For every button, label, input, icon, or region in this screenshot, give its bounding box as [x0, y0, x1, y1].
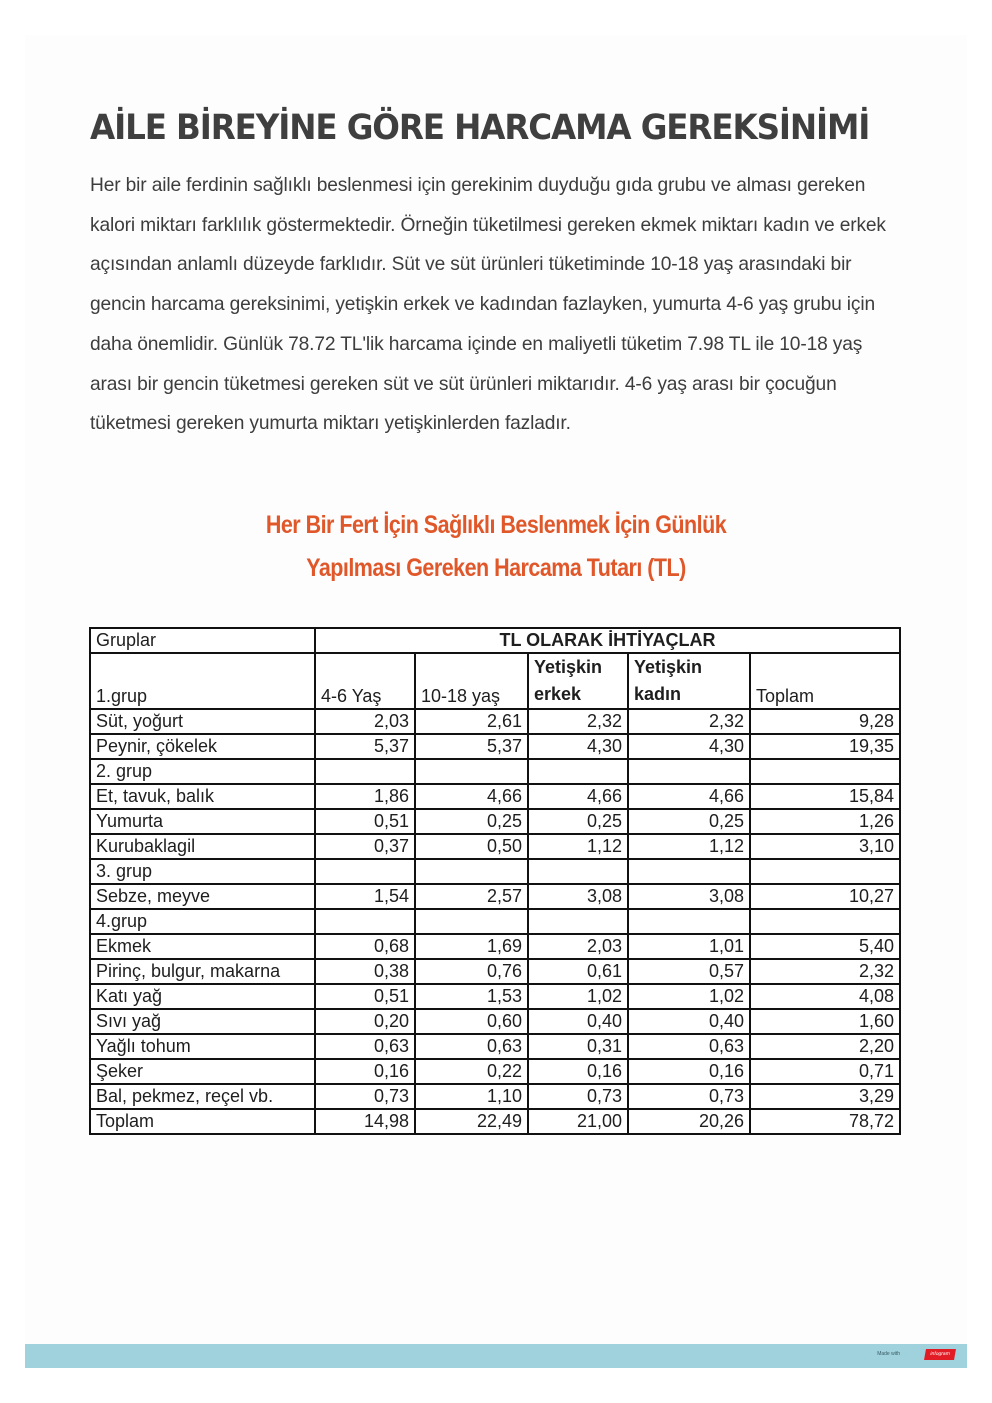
- table-row: [90, 759, 900, 784]
- column-header: 4-6 Yaş: [315, 653, 415, 709]
- cell-value: 5,40: [750, 934, 900, 959]
- column-header: 10-18 yaş: [415, 653, 528, 709]
- cell-value: 15,84: [750, 784, 900, 809]
- cell-value: 0,16: [315, 1059, 415, 1084]
- cell-value: 2,20: [750, 1034, 900, 1059]
- cell-value: [528, 759, 628, 784]
- cell-value: 0,50: [415, 834, 528, 859]
- cell-value: 0,68: [315, 934, 415, 959]
- column-header-text: Yetişkin erkek: [534, 657, 603, 704]
- table-row: [90, 734, 900, 759]
- cell-value: 0,38: [315, 959, 415, 984]
- cell-value: 1,53: [415, 984, 528, 1009]
- cell-value: 1,02: [628, 984, 750, 1009]
- header-needs: TL OLARAK İHTİYAÇLAR: [315, 628, 900, 653]
- cell-value: 1,60: [750, 1009, 900, 1034]
- table-row: [90, 884, 900, 909]
- table-row: [90, 709, 900, 734]
- cell-value: 1,26: [750, 809, 900, 834]
- column-header: [528, 653, 628, 709]
- cell-value: 4,66: [415, 784, 528, 809]
- cell-value: 0,63: [628, 1034, 750, 1059]
- cell-value: [628, 759, 750, 784]
- cell-value: 1,01: [628, 934, 750, 959]
- cell-value: 4,30: [528, 734, 628, 759]
- cell-value: 2,32: [750, 959, 900, 984]
- row-label: 3. grup: [90, 859, 315, 884]
- cell-value: 0,25: [528, 809, 628, 834]
- row-label: 2. grup: [90, 759, 315, 784]
- cell-value: [750, 859, 900, 884]
- cell-value: 2,03: [315, 709, 415, 734]
- table-row: [90, 784, 900, 809]
- cell-value: 0,25: [628, 809, 750, 834]
- cell-value: 0,73: [315, 1084, 415, 1109]
- table-row: [90, 1084, 900, 1109]
- cell-value: 1,12: [628, 834, 750, 859]
- cell-value: 1,02: [528, 984, 628, 1009]
- column-header: [628, 653, 750, 709]
- cell-value: 2,57: [415, 884, 528, 909]
- row-label: Süt, yoğurt: [90, 709, 315, 734]
- cell-value: 21,00: [528, 1109, 628, 1134]
- cell-value: [415, 859, 528, 884]
- row-label: Katı yağ: [90, 984, 315, 1009]
- cell-value: [750, 909, 900, 934]
- cell-value: 14,98: [315, 1109, 415, 1134]
- cell-value: 0,73: [628, 1084, 750, 1109]
- cell-value: 0,63: [415, 1034, 528, 1059]
- cell-value: 5,37: [315, 734, 415, 759]
- cell-value: 5,37: [415, 734, 528, 759]
- footer-bar: [25, 1344, 967, 1368]
- table-row: [90, 1109, 900, 1134]
- cell-value: [415, 909, 528, 934]
- cell-value: 0,40: [528, 1009, 628, 1034]
- cell-value: [315, 859, 415, 884]
- cell-value: 1,86: [315, 784, 415, 809]
- cell-value: [628, 909, 750, 934]
- cell-value: 0,51: [315, 809, 415, 834]
- cell-value: 4,30: [628, 734, 750, 759]
- cell-value: 0,16: [628, 1059, 750, 1084]
- row-label: Bal, pekmez, reçel vb.: [90, 1084, 315, 1109]
- row-label: Sıvı yağ: [90, 1009, 315, 1034]
- cell-value: 0,20: [315, 1009, 415, 1034]
- cell-value: [315, 909, 415, 934]
- cell-value: 19,35: [750, 734, 900, 759]
- row-label: Şeker: [90, 1059, 315, 1084]
- cell-value: 0,16: [528, 1059, 628, 1084]
- row-label: Pirinç, bulgur, makarna: [90, 959, 315, 984]
- row-label: Kurubaklagil: [90, 834, 315, 859]
- row-label: Peynir, çökelek: [90, 734, 315, 759]
- cell-value: 0,22: [415, 1059, 528, 1084]
- made-with-label: Made with: [877, 1351, 900, 1357]
- table-title: [196, 504, 796, 590]
- row-label: Toplam: [90, 1109, 315, 1134]
- cell-value: 22,49: [415, 1109, 528, 1134]
- row-label: Yumurta: [90, 809, 315, 834]
- cell-value: 10,27: [750, 884, 900, 909]
- header-groups: Gruplar: [90, 628, 315, 653]
- table-row: [90, 984, 900, 1009]
- cell-value: 4,66: [528, 784, 628, 809]
- spending-table: [89, 627, 901, 1135]
- column-header: Toplam: [750, 653, 900, 709]
- cell-value: 2,03: [528, 934, 628, 959]
- table-row: [90, 909, 900, 934]
- table-title-line-1: Her Bir Fert İçin Sağlıklı Beslenmek İçin Günlük: [265, 511, 727, 539]
- cell-value: 2,32: [528, 709, 628, 734]
- table-row: [90, 809, 900, 834]
- row-label: Yağlı tohum: [90, 1034, 315, 1059]
- infogram-logo[interactable]: infogram: [924, 1349, 956, 1360]
- table-row: [90, 1059, 900, 1084]
- cell-value: 0,60: [415, 1009, 528, 1034]
- cell-value: 9,28: [750, 709, 900, 734]
- cell-value: 0,31: [528, 1034, 628, 1059]
- row-label: Ekmek: [90, 934, 315, 959]
- first-group-label: 1.grup: [90, 653, 315, 709]
- intro-paragraph: Her bir aile ferdinin sağlıklı beslenmesi için gerekinim duyduğu gıda grubu ve alması gereken kalori miktarı farklılık göstermektedir. Örneğin tüketilmesi gereken ekmek miktarı kadın ve erkek açısından anlamlı düzeyde farklıdır. Süt ve süt ürünleri tüketiminde 10-18 yaş arasındaki bir gencin harcama gereksinimi, yetişkin erkek ve kadından fazlayken, yumurta 4-6 yaş grubu için daha önemlidir. Günlük 78.72 TL'lik harcama içinde en maliyetli tüketim 7.98 TL ile 10-18 yaş arası bir gencin tüketmesi gereken süt ve süt ürünleri miktarıdır. 4-6 yaş arası bir çocuğun tüketmesi gereken yumurta miktarı yetişkinlerden fazladır.: [90, 175, 886, 435]
- column-header-text: Yetişkin kadın: [634, 657, 703, 704]
- cell-value: 0,61: [528, 959, 628, 984]
- cell-value: 3,08: [528, 884, 628, 909]
- table-row: [90, 859, 900, 884]
- cell-value: 78,72: [750, 1109, 900, 1134]
- row-label: Sebze, meyve: [90, 884, 315, 909]
- cell-value: 0,76: [415, 959, 528, 984]
- cell-value: 0,51: [315, 984, 415, 1009]
- row-label: Et, tavuk, balık: [90, 784, 315, 809]
- row-label: 4.grup: [90, 909, 315, 934]
- cell-value: 1,12: [528, 834, 628, 859]
- cell-value: 0,71: [750, 1059, 900, 1084]
- cell-value: 3,08: [628, 884, 750, 909]
- cell-value: 0,25: [415, 809, 528, 834]
- cell-value: 0,37: [315, 834, 415, 859]
- cell-value: [528, 859, 628, 884]
- cell-value: [750, 759, 900, 784]
- cell-value: 1,10: [415, 1084, 528, 1109]
- cell-value: 1,54: [315, 884, 415, 909]
- table-row: [90, 1034, 900, 1059]
- cell-value: 0,40: [628, 1009, 750, 1034]
- table-title-line-2: Yapılması Gereken Harcama Tutarı (TL): [306, 554, 686, 582]
- cell-value: 1,69: [415, 934, 528, 959]
- page-title: AİLE BİREYİNE GÖRE HARCAMA GEREKSİNİMİ: [90, 108, 870, 148]
- cell-value: 4,66: [628, 784, 750, 809]
- cell-value: 3,10: [750, 834, 900, 859]
- cell-value: [528, 909, 628, 934]
- table-row: [90, 934, 900, 959]
- cell-value: 3,29: [750, 1084, 900, 1109]
- cell-value: 0,57: [628, 959, 750, 984]
- cell-value: 2,32: [628, 709, 750, 734]
- cell-value: 20,26: [628, 1109, 750, 1134]
- cell-value: [415, 759, 528, 784]
- cell-value: 0,73: [528, 1084, 628, 1109]
- table-row: [90, 1009, 900, 1034]
- table-row: [90, 959, 900, 984]
- cell-value: [315, 759, 415, 784]
- table-row: [90, 834, 900, 859]
- cell-value: 2,61: [415, 709, 528, 734]
- cell-value: 4,08: [750, 984, 900, 1009]
- cell-value: [628, 859, 750, 884]
- cell-value: 0,63: [315, 1034, 415, 1059]
